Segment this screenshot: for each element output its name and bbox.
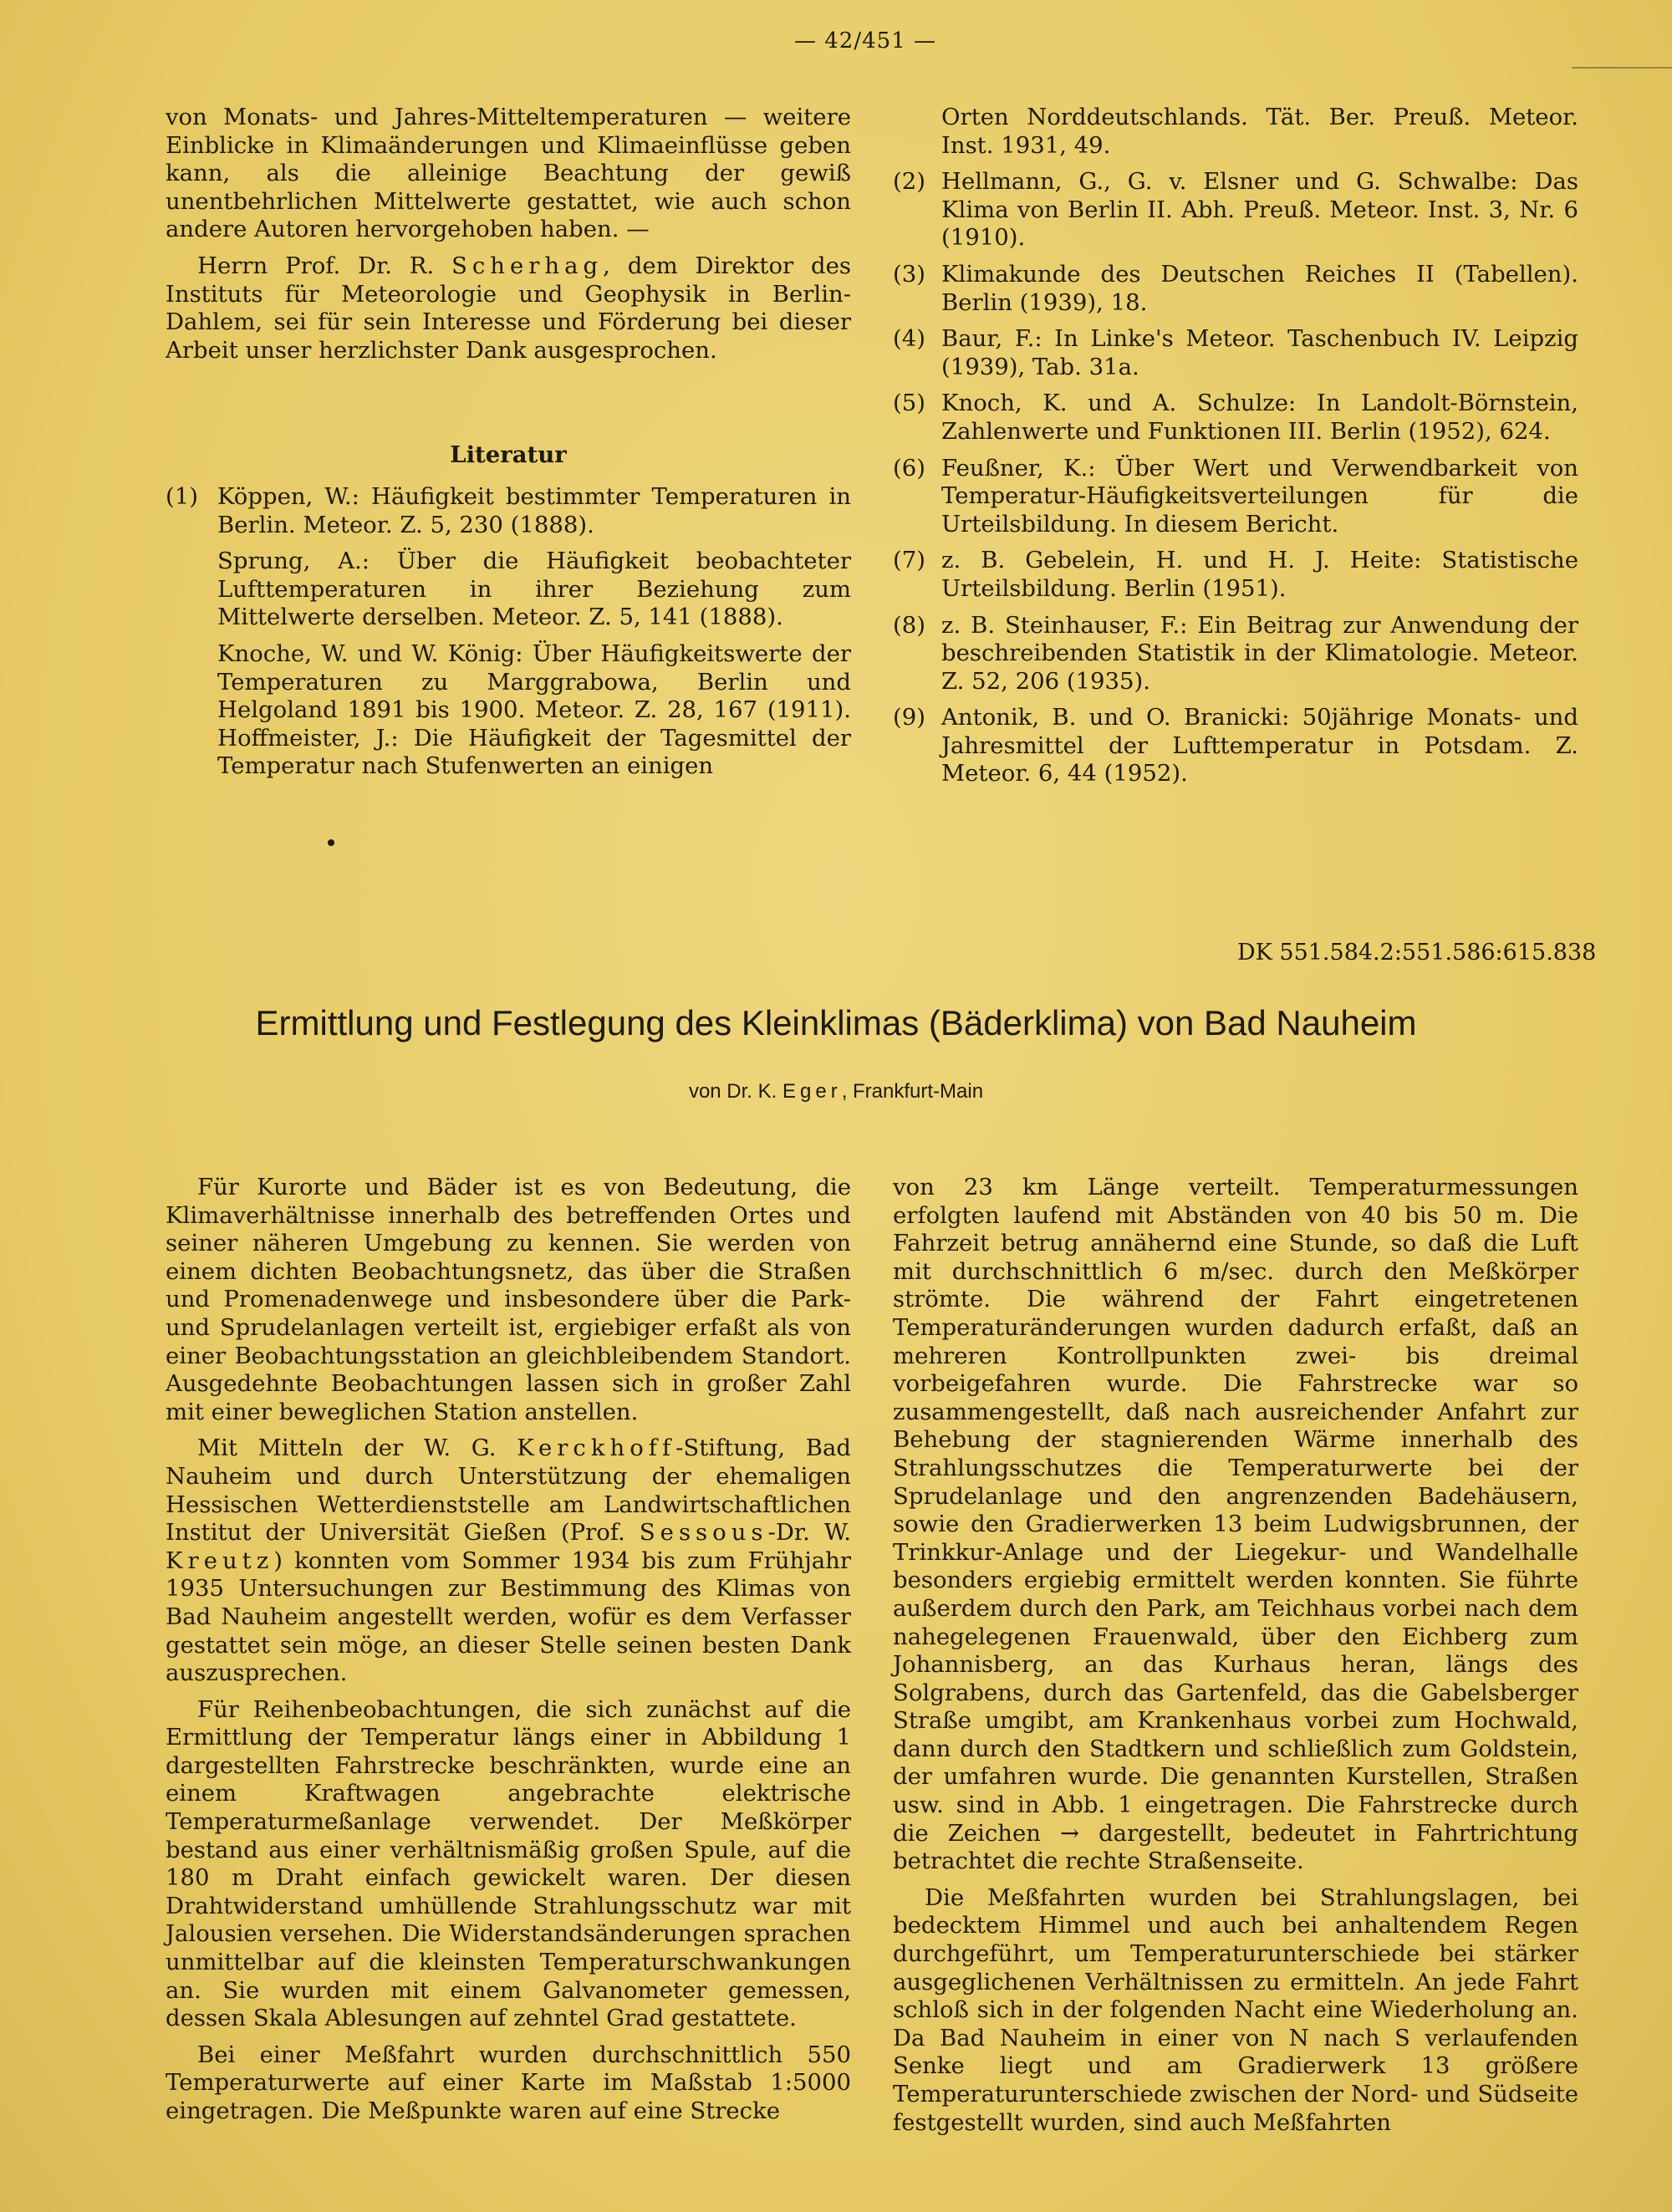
- reference-item: [893, 261, 1578, 317]
- top-right-column: [893, 104, 1578, 797]
- paragraph: Für Kurorte und Bäder ist es von Bedeutung, die Klimaverhältnisse innerhalb des betreffenden Ortes und seiner näheren Umgebung zu kennen. Sie werden von einem dichten Beobachtungsnetz, das über die Straßen und Promenadenwege und insbesondere über die Park- und Sprudelanlagen verteilt ist, ergiebiger erfaßt als von einer Beobachtungsstation an gleichbleibendem Standort. Ausgedehnte Beobachtungen lassen sich in großer Zahl mit einer beweglichen Station anstellen.: [166, 1174, 851, 1425]
- reference-number: (7): [893, 547, 925, 574]
- reference-text: Hellmann, G., G. v. Elsner und G. Schwalbe: Das Klima von Berlin II. Abh. Preuß. Meteor. Inst. 3, Nr. 6 (1910).: [941, 168, 1578, 252]
- reference-number: (8): [893, 611, 925, 639]
- reference-item: [893, 547, 1578, 603]
- article-title: Ermittlung und Festlegung des Kleinklimas (Bäderklima) von Bad Nauheim: [255, 1003, 1417, 1042]
- byline-text: , Frankfurt-Main: [841, 1080, 984, 1103]
- reference-number: (1): [166, 482, 198, 510]
- reference-number: (3): [893, 260, 925, 288]
- reference-text: z. B. Gebelein, H. und H. J. Heite: Statistische Urteilsbildung. Berlin (1951).: [941, 547, 1578, 602]
- decorative-dot: [328, 839, 334, 846]
- bottom-left-column: [166, 1174, 851, 2134]
- reference-text: Orten Norddeutschlands. Tät. Ber. Preuß. Meteor. Inst. 1931, 49.: [941, 104, 1578, 159]
- reference-text: Knoche, W. und W. König: Über Häufigkeitswerte der Temperaturen zu Marggrabowa, Berlin und Helgoland 1891 bis 1900. Meteor. Z. 28, 167 (1911). Hoffmeister, J.: Die Häufigkeit der Tagesmittel der Temperatur nach Stufenwerten an einigen: [217, 640, 851, 780]
- acknowledgement: [166, 252, 851, 364]
- page-number: — 42/451 —: [794, 28, 936, 54]
- reference-text: Baur, F.: In Linke's Meteor. Taschenbuch IV. Leipzig (1939), Tab. 31a.: [941, 325, 1578, 380]
- reference-number: (4): [893, 325, 925, 353]
- reference-item: [893, 325, 1578, 381]
- paragraph: von Monats- und Jahres-Mitteltemperaturen — weitere Einblicke in Klimaänderungen und Klimaeinflüsse geben kann, als die alleinige Beachtung der gewiß unentbehrlichen Mittelwerte gestattet, wie auch schon andere Autoren hervorgehoben haben. —: [166, 104, 851, 243]
- name-sessous: Sessous: [639, 1519, 768, 1547]
- reference-item: [166, 483, 851, 781]
- reference-item: [893, 390, 1578, 446]
- author-name: Eger: [782, 1080, 842, 1103]
- reference-text: Köppen, W.: Häufigkeit bestimmter Temperaturen in Berlin. Meteor. Z. 5, 230 (1888).: [217, 482, 851, 538]
- paragraph: [166, 1435, 851, 1687]
- ack-text: Herrn Prof. Dr. R.: [197, 252, 435, 279]
- reference-item: [893, 704, 1578, 788]
- reference-text: Antonik, B. und O. Branicki: 50jährige Monats- und Jahresmittel der Lufttemperatur in Potsdam. Z. Meteor. 6, 44 (1952).: [941, 704, 1578, 787]
- reference-text: z. B. Steinhauser, F.: Ein Beitrag zur Anwendung der beschreibenden Statistik in der Klimatologie. Meteor. Z. 52, 206 (1935).: [941, 611, 1578, 695]
- paragraph: von 23 km Länge verteilt. Temperaturmessungen erfolgten laufend mit Abständen von 40 bis 50 m. Die Fahrzeit betrug annähernd eine Stunde, so daß die Luft mit durchschnittlich 6 m/sec. durch den Meßkörper strömte. Die während der Fahrt eingetretenen Temperaturänderungen wurden dadurch erfaßt, daß an mehreren Kontrollpunkten zwei- bis dreimal vorbeigefahren wurde. Die Fahrstrecke war so zusammengestellt, daß nach ausreichender Anfahrt zur Behebung der stagnierenden Wärme innerhalb des Strahlungsschutzes die Temperaturwerte bei der Sprudelanlage und den angrenzenden Badehäusern, sowie den Gradierwerken 13 beim Ludwigsbrunnen, der Trinkkur-Anlage und der Liegekur- und Wandelhalle besonders ergiebig ermittelt werden konnten. Sie führte außerdem durch den Park, am Teichhaus vorbei nach dem nahegelegenen Frauenwald, über den Eichberg zum Johannisberg, an das Kurhaus heran, längs des Solgrabens, durch das Gartenfeld, das die Gabelsberger Straße umgibt, am Krankenhaus vorbei zum Hochwald, dann durch den Stadtkern und schließlich zum Goldstein, der umfahren wurde. Die genannten Kurstellen, Straßen usw. sind in Abb. 1 eingetragen. Die Fahrstrecke durch die Zeichen → dargestellt, bedeutet in Fahrtrichtung betrachtet die rechte Straßenseite.: [893, 1174, 1578, 1875]
- paragraph: Bei einer Meßfahrt wurden durchschnittlich 550 Temperaturwerte auf einer Karte im Maßstab 1:5000 eingetragen. Die Meßpunkte waren auf eine Strecke: [166, 2041, 851, 2124]
- reference-text: Sprung, A.: Über die Häufigkeit beobachteter Lufttemperaturen in ihrer Beziehung zum Mittelwerte derselben. Meteor. Z. 5, 141 (1888).: [217, 548, 851, 631]
- reference-list: [893, 168, 1578, 788]
- bottom-right-column: [893, 1174, 1578, 2145]
- text: Mit Mitteln der W. G.: [197, 1435, 497, 1462]
- paragraph: Die Meßfahrten wurden bei Strahlungslagen, bei bedecktem Himmel und auch bei anhaltendem Regen durchgeführt, um Temperaturunterschiede bei stärker ausgeglichenen Verhältnissen zu ermitteln. An jede Fahrt schloß sich in der folgenden Nacht eine Wiederholung an. Da Bad Nauheim in einer von N nach S verlaufenden Senke liegt und am Gradierwerk 13 größere Temperaturunterschiede zwischen der Nord- und Südseite festgestellt wurden, sind auch Meßfahrten: [893, 1883, 1578, 2136]
- byline-text: von Dr. K.: [688, 1080, 777, 1103]
- name-kreutz: Kreutz: [166, 1547, 274, 1574]
- reference-number: (9): [893, 704, 925, 731]
- reference-number: (2): [893, 168, 925, 196]
- reference-item: [893, 168, 1578, 252]
- name-kerckhoff: Kerckhoff: [517, 1435, 676, 1462]
- reference-item: [893, 455, 1578, 539]
- paragraph: Für Reihenbeobachtungen, die sich zunächst auf die Ermittlung der Temperatur längs einer in Abbildung 1 dargestellten Fahrstrecke beschränkten, wurde eine an einem Kraftwagen angebrachte elektrische Temperaturmeßanlage verwendet. Der Meßkörper bestand aus einer verhältnismäßig großen Spule, auf die 180 m Draht einfach gewickelt waren. Der diesen Drahtwiderstand umhüllende Strahlungsschutz war mit Jalousien versehen. Die Widerstandsänderungen sprachen unmittelbar auf die kleinsten Temperaturschwankungen an. Sie wurden mit einem Galvanometer gemessen, dessen Skala Ablesungen auf zehntel Grad gestattete.: [166, 1695, 851, 2032]
- reference-number: (5): [893, 390, 925, 417]
- ack-text: , dem Direktor des Instituts für Meteorologie und Geophysik in Berlin-Dahlem, sei für sein Interesse und Förderung bei dieser Arbeit unser herzlichster Dank ausgesprochen.: [166, 252, 851, 364]
- reference-text: Feußner, K.: Über Wert und Verwendbarkeit von Temperatur-Häufigkeitsverteilungen für die Urteilsbildung. In diesem Bericht.: [941, 454, 1578, 538]
- text: -Stiftung, Bad Nauheim und durch Unterstützung der ehemaligen Hessischen Wetterdienststelle am Landwirtschaftlichen Institut der Universität Gießen (Prof.: [166, 1435, 851, 1547]
- reference-text: Knoch, K. und A. Schulze: In Landolt-Börnstein, Zahlenwerte und Funktionen III. Berlin (1952), 624.: [941, 390, 1578, 445]
- reference-item: [893, 612, 1578, 696]
- article-byline: [0, 1080, 1672, 1103]
- page-edge: [1572, 0, 1672, 69]
- dk-classification: DK 551.584.2:551.586:615.838: [1237, 940, 1597, 966]
- reference-number: (6): [893, 454, 925, 482]
- text: ) konnten vom Sommer 1934 bis zum Frühjahr 1935 Untersuchungen zur Bestimmung des Klimas von Bad Nauheim angestellt werden, wofür es dem Verfasser gestattet sein möge, an dieser Stelle seinen besten Dank auszusprechen.: [166, 1547, 851, 1687]
- ack-name: Scherhag: [451, 252, 604, 279]
- reference-text: Klimakunde des Deutschen Reiches II (Tabellen). Berlin (1939), 18.: [941, 260, 1578, 316]
- text: -Dr. W.: [767, 1519, 851, 1547]
- reference-continuation: [893, 104, 1578, 160]
- top-left-column: [166, 104, 851, 789]
- literature-heading: Literatur: [450, 441, 567, 469]
